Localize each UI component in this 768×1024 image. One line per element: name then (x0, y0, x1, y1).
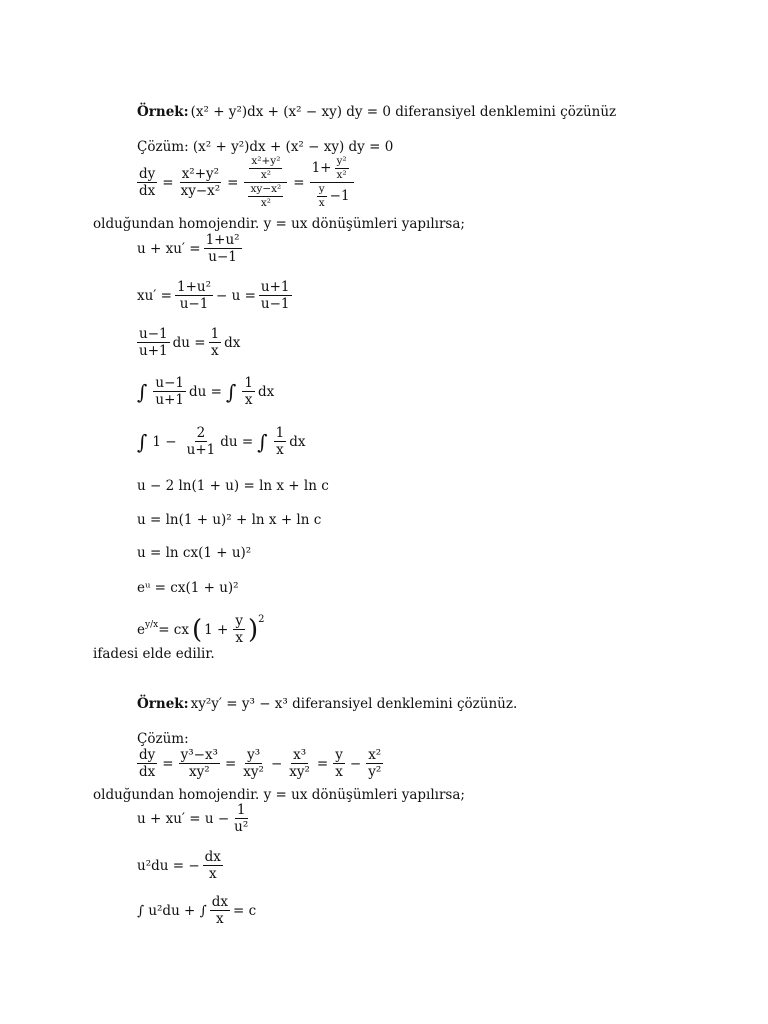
result-line: ifadesi elde edilir. (93, 646, 215, 662)
example2-heading (137, 696, 519, 712)
step-6: u − 2 ln(1 + u) = ln x + ln c (137, 478, 329, 494)
step-1: u + xu′ = $\frac{\text{1+u²}}{u-1}$ (137, 232, 240, 266)
integral-sign: ∫ (225, 379, 237, 404)
step-8: u = ln cx(1 + u)² (137, 545, 252, 561)
example-equation: (x² + y²)dx + (x² − xy) dy = 0 diferansiyel denklemini çözünüz (190, 104, 617, 120)
step2-3: ∫ u²du + ∫ $\frac{dx}{x}$ = c (137, 894, 257, 928)
integral-sign: ∫ (137, 429, 148, 454)
example-label: Örnek: (137, 696, 189, 712)
dy-dx-fraction: $\frac{dy}{dx}$ (139, 165, 156, 200)
compound-fraction: 1+ $\frac{\text{y²}}{\text{x²}}$ $\frac{y}{x}$ −1 (310, 156, 354, 209)
example-label: Örnek: (137, 104, 189, 120)
step-3: $\frac{u-1}{u+1}$ du = $\frac{1}{x}$ dx (139, 326, 241, 360)
step-7: u = ln(1 + u)² + ln x + ln c (137, 512, 322, 528)
derivative-equation-2: $\frac{dy}{dx}$ = $\frac{\text{y³−x³}}{\text{xy²}}$ = $\frac{\text{y³}}{\text{xy²}}$ − $\frac{\text{x³}}{\text{xy²}}$ = $\frac{y}{x}$ − $\frac{\text{x²}}{\text{y²}}$ (139, 747, 382, 781)
step-4: ∫ $\frac{u-1}{u+1}$ du = ∫ $\frac{1}{x}$ dx (137, 375, 275, 409)
step-9: eᵘ = cx(1 + u)² (137, 580, 239, 596)
example1-heading (137, 104, 618, 120)
derivative-equation: $\frac{dy}{dx}$ = $\frac{\text{x²+y²}}{\text{xy−x²}}$ = $\frac{\frac{\text{x²+y²}}{\text{x²}}}{\frac{\text{xy−x²}}{\text{x²}}}$ = 1+ $\frac{\text{y²}}{\text{x²}}$ $\frac{y}{x}$ −1 (137, 156, 357, 209)
step2-1: u + xu′ = u − $\frac{1}{\text{u²}}$ (137, 802, 249, 836)
compound-fraction: $\frac{\frac{\text{x²+y²}}{\text{x²}}}{\frac{\text{xy−x²}}{\text{x²}}}$ (243, 156, 288, 209)
homogeneous-line: olduğundan homojendir. y = ux dönüşümleri yapılırsa; (93, 216, 465, 232)
homogeneous-line-2: olduğundan homojendir. y = ux dönüşümleri yapılırsa; (93, 787, 465, 803)
step-5: ∫ 1 − $\frac{2}{u+1}$ du = ∫ $\frac{1}{x}$ dx (137, 425, 306, 459)
fraction: $\frac{\text{x²+y²}}{\text{xy−x²}}$ (180, 165, 221, 200)
integral-sign: ∫ (137, 379, 148, 404)
integral-sign: ∫ (257, 429, 268, 454)
step2-2: u²du = − $\frac{dx}{x}$ (137, 849, 221, 883)
step-2: xu′ = $\frac{\text{1+u²}}{u-1}$ − u = $\frac{u+1}{u-1}$ (137, 279, 290, 313)
solution-label: Çözüm: (137, 731, 189, 747)
example-equation: xy²y′ = y³ − x³ diferansiyel denklemini çözünüz. (190, 696, 518, 712)
solution-line: Çözüm: (x² + y²)dx + (x² − xy) dy = 0 (137, 139, 394, 155)
step-10: e $^{y/x}$ = cx ( 1 + $\frac{y}{x}$ ) $^2$ (137, 613, 265, 647)
